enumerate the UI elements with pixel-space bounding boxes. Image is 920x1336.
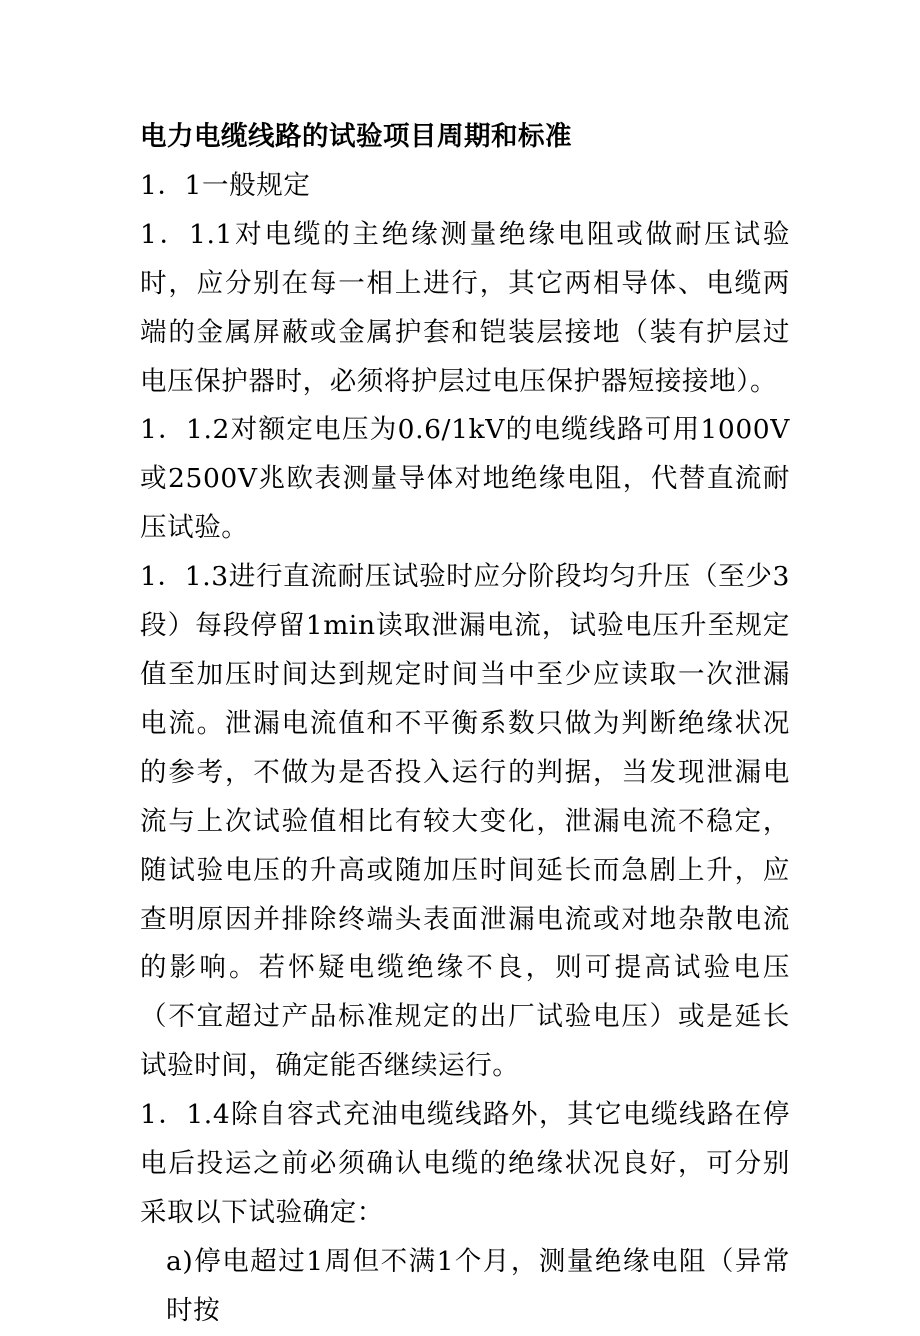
paragraph-1-1-2: 1．1.2对额定电压为0.6/1kV的电缆线路可用1000V或2500V兆欧表测量导体对地绝缘电阻，代替直流耐压试验。 [140, 414, 790, 544]
paragraph-1-1-3: 1．1.3进行直流耐压试验时应分阶段均匀升压（至少3段）每段停留1min读取泄漏电流，试验电压升至规定值至加压时间达到规定时间当中至少应读取一次泄漏电流。泄漏电流值和不平衡系数只做为判断绝缘状况的参考，不做为是否投入运行的判据，当发现泄漏电流与上次试验值相比有较大变化，泄漏电流不稳定，随试验电压的升高或随加压时间延长而急剧上升，应查明原因并排除终端头表面泄漏电流或对地杂散电流的影响。若怀疑电缆绝缘不良，则可提高试验电压（不宜超过产品标准规定的出厂试验电压）或是延长试验时间，确定能否继续运行。 [140, 561, 790, 1082]
paragraph-1-1-4: 1．1.4除自容式充油电缆线路外，其它电缆线路在停电后投运之前必须确认电缆的绝缘状况良好，可分别采取以下试验确定： [140, 1099, 790, 1228]
paragraph-1-1-1: 1．1.1对电缆的主绝缘测量绝缘电阻或做耐压试验时，应分别在每一相上进行，其它两相导体、电缆两端的金属屏蔽或金属护套和铠装层接地（装有护层过电压保护器时，必须将护层过电压保护器短接接地）。 [140, 218, 790, 397]
document-title: 电力电缆线路的试验项目周期和标准 [140, 121, 572, 152]
document-body [140, 113, 790, 1336]
list-item-a: a)停电超过1周但不满1个月，测量绝缘电阻（异常时按 [166, 1245, 790, 1326]
section-heading-general: 1．1一般规定 [140, 169, 311, 201]
